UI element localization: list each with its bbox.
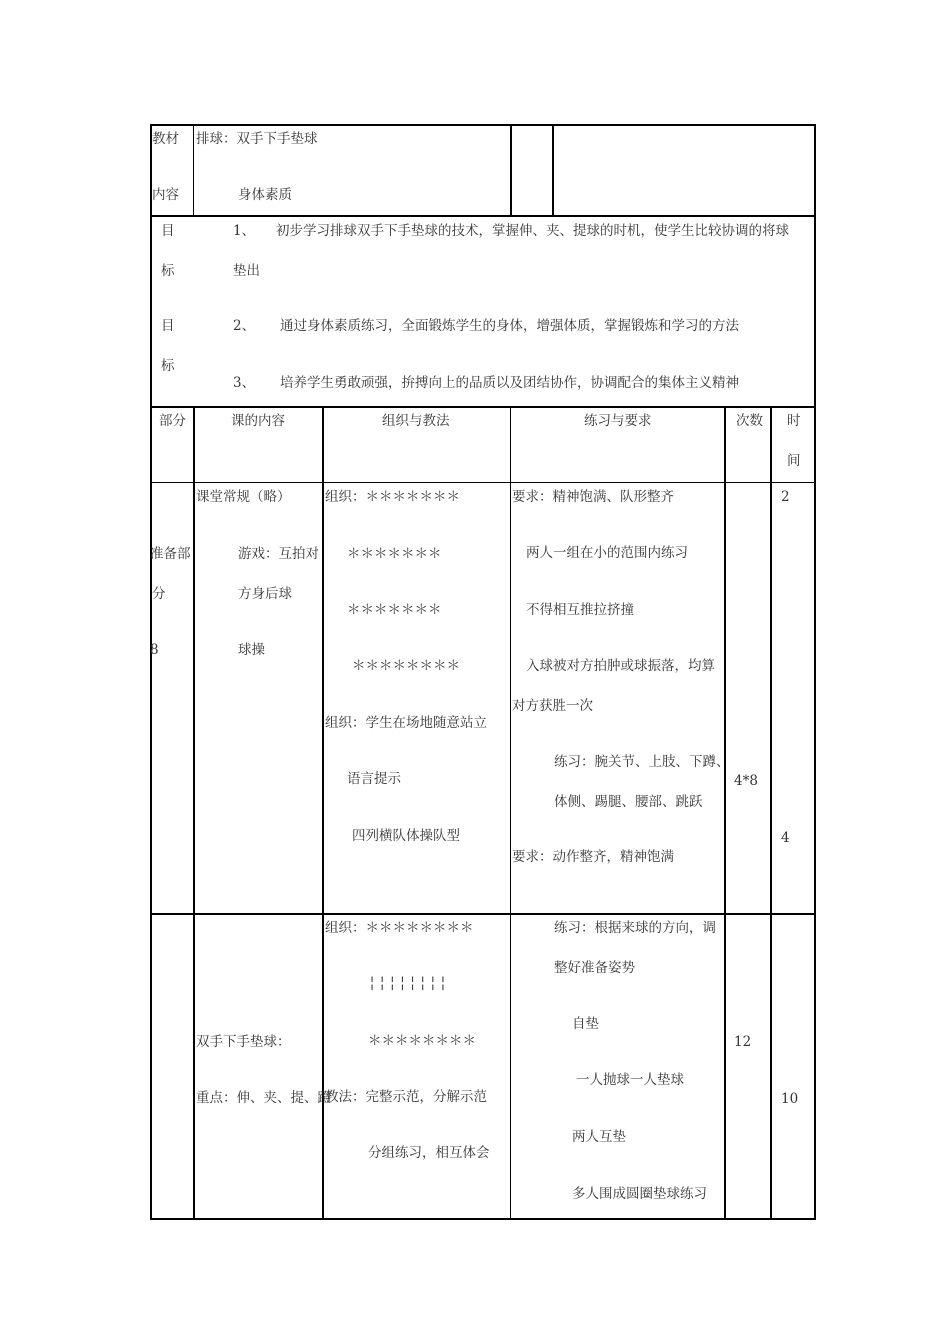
goal-label-char: 标	[161, 263, 175, 279]
prep-time: 2	[781, 489, 790, 505]
row-divider	[150, 406, 816, 408]
row-divider	[150, 482, 816, 483]
col-divider	[552, 124, 554, 216]
goal-1-text: 初步学习排球双手下手垫球的技术，掌握伸、夹、提球的时机，使学生比较协调的将球	[276, 223, 789, 239]
header-count: 次数	[736, 413, 763, 429]
goal-3-text: 培养学生勇敢顽强，拚搏向上的品质以及团结协作，协调配合的集体主义精神	[280, 375, 739, 391]
prep-content: 课堂常规（略）	[196, 489, 291, 505]
basic-practice: 自垫	[572, 1016, 599, 1032]
prep-org: 四列横队体操队型	[352, 828, 460, 844]
basic-practice: 整好准备姿势	[554, 960, 635, 976]
prep-practice: 练习：腕关节、上肢、下蹲、	[554, 754, 730, 770]
material-text: 排球：双手下手垫球	[196, 131, 318, 147]
col-divider	[193, 124, 194, 216]
prep-content: 球操	[238, 642, 265, 658]
lesson-plan-table	[150, 124, 816, 1220]
goal-1-number: 1、	[233, 223, 256, 239]
goal-3-number: 3、	[233, 375, 256, 391]
prep-part-minutes: 8	[150, 642, 159, 658]
basic-time: 10	[781, 1091, 799, 1107]
prep-org: ＊＊＊＊＊＊＊＊	[352, 658, 460, 674]
goal-label-char: 标	[161, 358, 175, 374]
table-border-top	[150, 124, 816, 126]
prep-count: 4*8	[734, 773, 758, 789]
prep-practice: 要求：精神饱满、队形整齐	[512, 489, 674, 505]
header-time-cont: 间	[787, 453, 801, 469]
goal-label-char: 目	[161, 223, 175, 239]
prep-org: 组织：学生在场地随意站立	[325, 715, 487, 731]
basic-practice: 多人围成圆圈垫球练习	[572, 1186, 707, 1202]
header-part: 部分	[159, 413, 186, 429]
prep-practice: 两人一组在小的范围内练习	[526, 545, 688, 561]
goal-2-text: 通过身体素质练习，全面锻炼学生的身体，增强体质，掌握锻炼和学习的方法	[280, 318, 739, 334]
table-border-left	[150, 124, 152, 1220]
col-divider	[724, 406, 726, 1220]
basic-org: ＊＊＊＊＊＊＊＊	[368, 1033, 476, 1049]
goal-1-text-cont: 垫出	[233, 263, 260, 279]
table-border-bottom	[150, 1218, 816, 1220]
prep-org: 语言提示	[347, 771, 401, 787]
col-divider	[510, 406, 511, 1218]
basic-count: 12	[734, 1034, 752, 1050]
basic-org: 组织：＊＊＊＊＊＊＊＊	[325, 920, 474, 936]
basic-content: 重点：伸、夹、提、蹬	[196, 1090, 331, 1106]
basic-org: 分组练习，相互体会	[368, 1145, 490, 1161]
prep-part-label-cont: 分	[152, 586, 166, 602]
prep-org: 组织：＊＊＊＊＊＊＊	[325, 489, 460, 505]
header-practice: 练习与要求	[584, 413, 652, 429]
col-divider	[510, 124, 512, 216]
prep-org: ＊＊＊＊＊＊＊	[347, 602, 442, 618]
basic-org: ╎╎╎╎╎╎╎╎	[368, 976, 450, 992]
col-divider	[193, 406, 195, 1220]
prep-content: 游戏：互拍对	[238, 546, 319, 562]
header-content: 课的内容	[231, 413, 285, 429]
prep-org: ＊＊＊＊＊＊＊	[347, 546, 442, 562]
content-label: 内容	[152, 187, 179, 203]
header-org: 组织与教法	[382, 413, 450, 429]
prep-part-label: 准备部	[150, 546, 191, 562]
row-divider	[150, 913, 816, 915]
row-divider	[150, 215, 816, 217]
goal-2-number: 2、	[233, 318, 256, 334]
fitness-text: 身体素质	[238, 187, 292, 203]
prep-practice: 不得相互推拉挤撞	[526, 602, 634, 618]
header-time: 时	[787, 413, 801, 429]
prep-practice: 要求：动作整齐，精神饱满	[512, 849, 674, 865]
basic-practice: 两人互垫	[572, 1129, 626, 1145]
basic-practice: 练习：根据来球的方向，调	[554, 920, 716, 936]
col-divider	[770, 406, 772, 1220]
material-label: 教材	[152, 131, 179, 147]
basic-practice: 一人抛球一人垫球	[576, 1072, 684, 1088]
prep-content: 方身后球	[238, 586, 292, 602]
basic-content: 双手下手垫球：	[196, 1034, 291, 1050]
basic-org: 教法：完整示范，分解示范	[325, 1089, 487, 1105]
prep-time: 4	[781, 830, 790, 846]
prep-practice: 入球被对方拍肿或球振落，均算	[526, 658, 715, 674]
table-border-right	[814, 124, 816, 1220]
goal-label-char: 目	[161, 318, 175, 334]
prep-practice: 体侧、踢腿、腰部、跳跃	[554, 794, 703, 810]
prep-practice: 对方获胜一次	[512, 698, 593, 714]
